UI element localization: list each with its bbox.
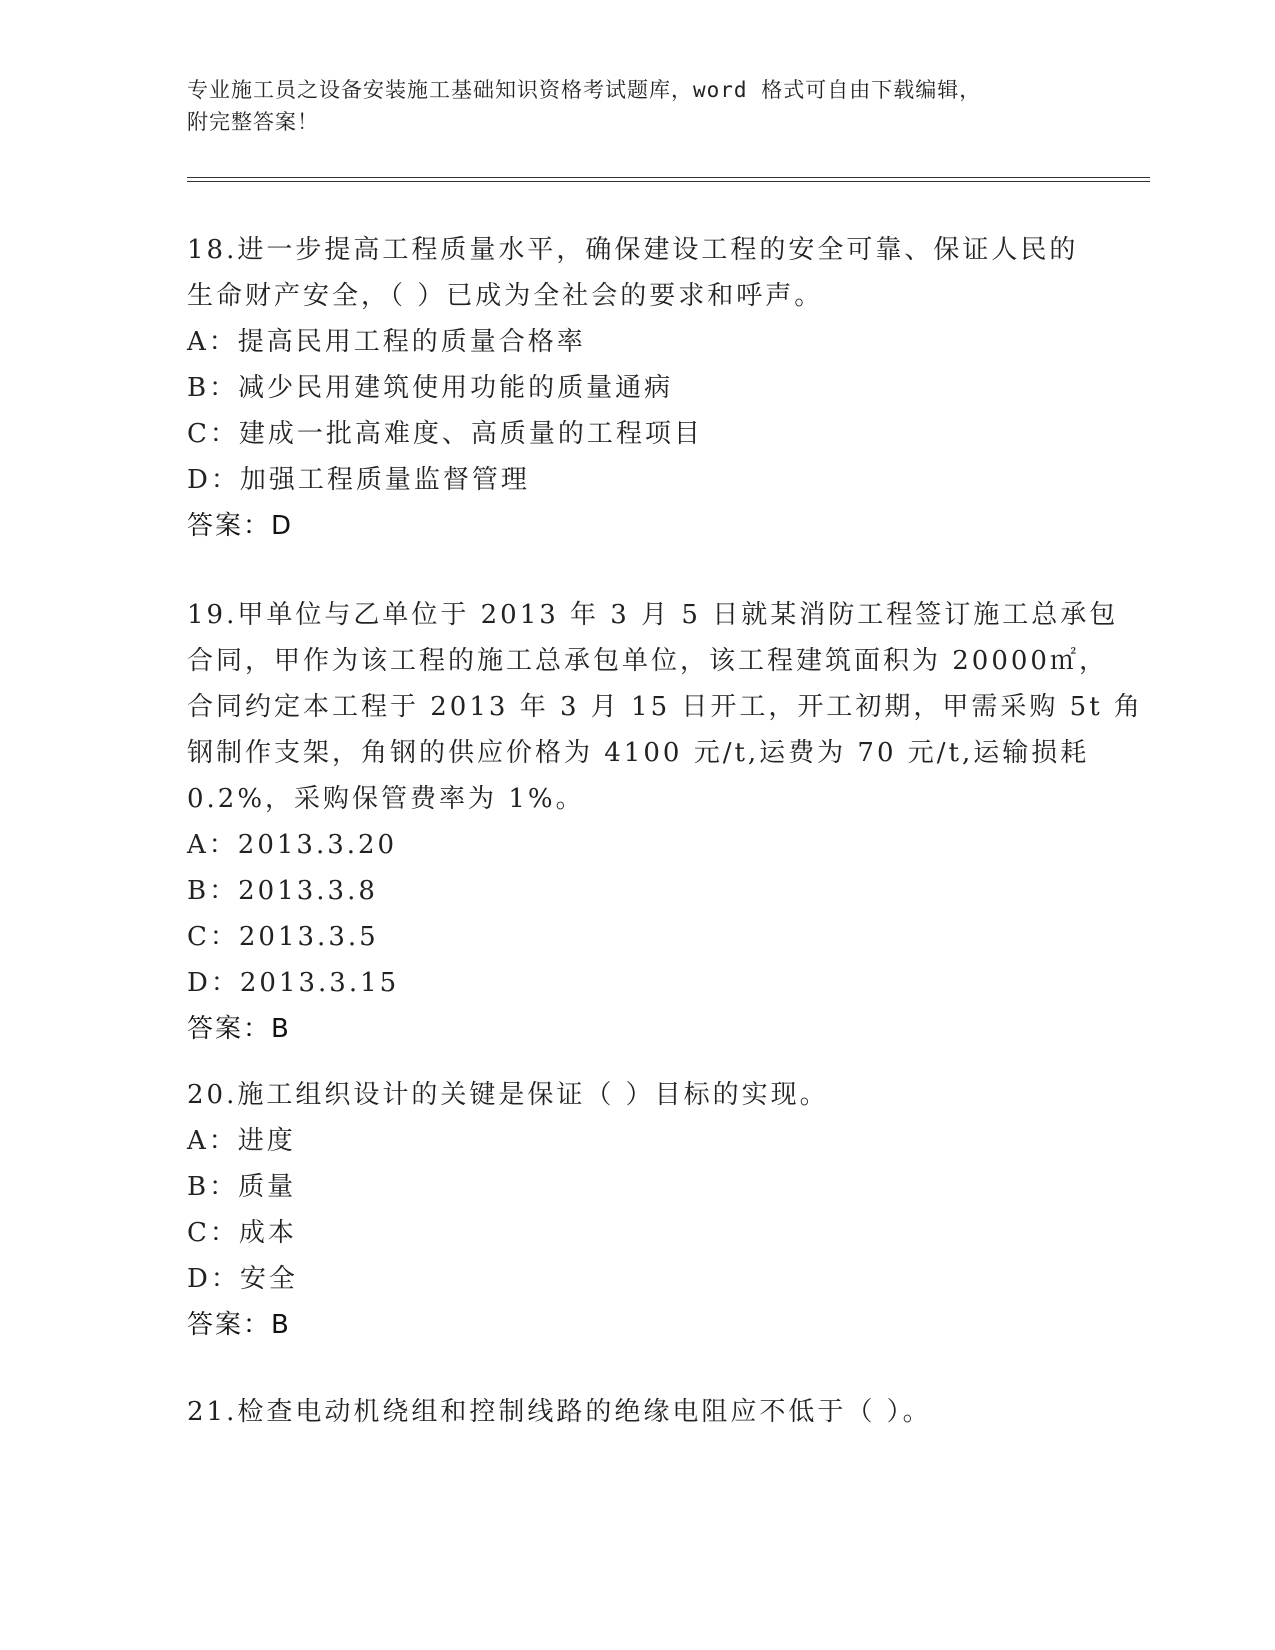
question-stem-line: 合同约定本工程于 2013 年 3 月 15 日开工，开工初期，甲需采购 5t 角 <box>187 692 1143 722</box>
option-b: B：2013.3.8 <box>187 876 378 906</box>
option-c: C：建成一批高难度、高质量的工程项目 <box>187 419 703 449</box>
option-a: A：进度 <box>187 1126 296 1156</box>
question-stem-line: 0.2%，采购保管费率为 1%。 <box>187 784 585 814</box>
answer: 答案：B <box>187 1310 291 1340</box>
header-line-2: 附完整答案！ <box>187 110 319 134</box>
header-line-1: 专业施工员之设备安装施工基础知识资格考试题库，word 格式可自由下载编辑， <box>187 78 982 102</box>
question-stem-line: 钢制作支架，角钢的供应价格为 4100 元/t,运费为 70 元/t,运输损耗 <box>187 738 1090 768</box>
option-a: A：2013.3.20 <box>187 830 398 860</box>
question-20 <box>187 1072 1087 1348</box>
document-header <box>187 74 1107 138</box>
question-stem-line: 生命财产安全，（ ）已成为全社会的要求和呼声。 <box>187 281 824 311</box>
question-stem-line: 19.甲单位与乙单位于 2013 年 3 月 5 日就某消防工程签订施工总承包 <box>187 600 1119 630</box>
question-21 <box>187 1389 1087 1435</box>
question-19 <box>187 592 1143 1052</box>
answer: 答案：B <box>187 1014 291 1044</box>
option-d: D：安全 <box>187 1264 298 1294</box>
question-stem-line: 21.检查电动机绕组和控制线路的绝缘电阻应不低于（ ）。 <box>187 1397 932 1427</box>
header-divider-bottom <box>187 181 1150 182</box>
question-stem-line: 20.施工组织设计的关键是保证（ ）目标的实现。 <box>187 1080 829 1110</box>
option-a: A：提高民用工程的质量合格率 <box>187 327 586 357</box>
option-b: B：质量 <box>187 1172 297 1202</box>
option-c: C：2013.3.5 <box>187 922 379 952</box>
question-18 <box>187 227 1087 549</box>
answer: 答案：D <box>187 511 294 541</box>
question-stem-line: 18.进一步提高工程质量水平，确保建设工程的安全可靠、保证人民的 <box>187 235 1079 265</box>
header-divider-top <box>187 177 1150 178</box>
option-c: C：成本 <box>187 1218 297 1248</box>
option-d: D：2013.3.15 <box>187 968 400 998</box>
option-d: D：加强工程质量监督管理 <box>187 465 530 495</box>
question-stem-line: 合同，甲作为该工程的施工总承包单位，该工程建筑面积为 20000㎡， <box>187 646 1108 676</box>
option-b: B：减少民用建筑使用功能的质量通病 <box>187 373 674 403</box>
